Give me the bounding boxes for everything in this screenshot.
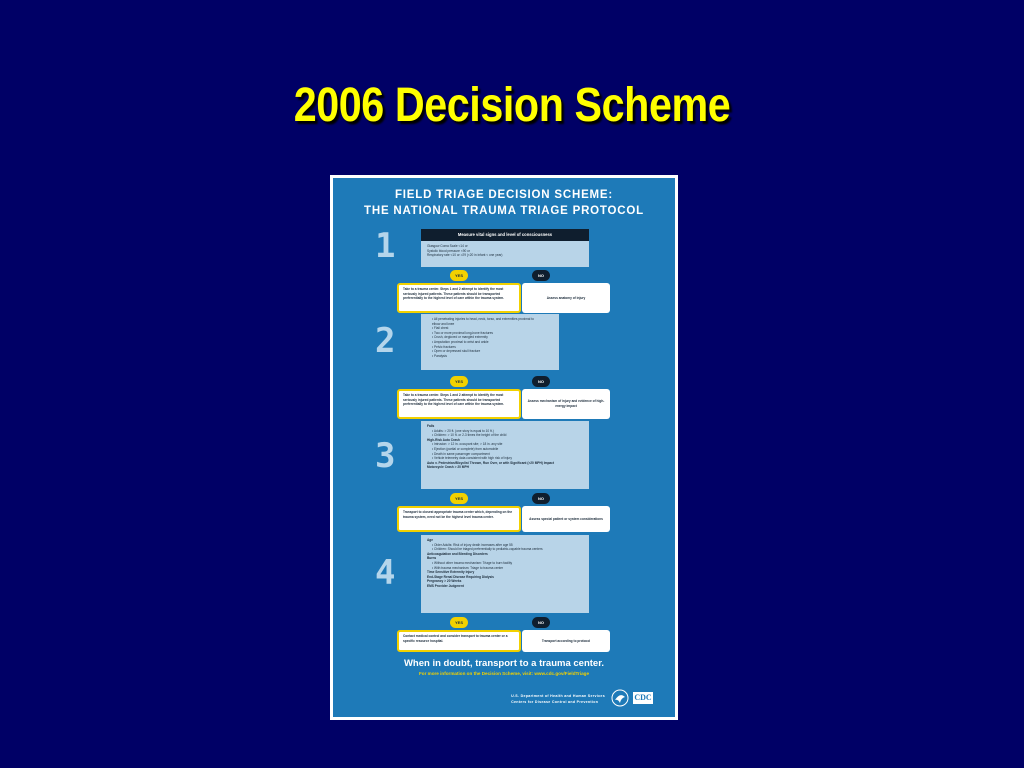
criteria-line: • Vehicle telemetry data consistent with high risk of injury [432, 456, 512, 461]
step-3-no-action: Assess special patient or system considerations [522, 506, 610, 532]
step-2-yes-bubble: YES [450, 376, 468, 387]
criteria-line: EMS Provider Judgment [427, 583, 464, 588]
step-1-criteria [421, 241, 589, 267]
decision-scheme-poster [330, 175, 678, 720]
poster-body [333, 178, 675, 717]
step-4-no-action: Transport according to protocol [522, 630, 610, 652]
step-3-criteria [421, 421, 589, 489]
criteria-line: High-Risk Auto Crash [427, 437, 460, 442]
criteria-line: • Intrusion: > 12 in. occupant site; > 18 in. any site [432, 442, 503, 447]
step-2-criteria [421, 314, 559, 370]
step-4-no-bubble: NO [532, 617, 550, 628]
criteria-line: • Amputation proximal to wrist and ankle [432, 339, 489, 344]
step-2-no-bubble: NO [532, 376, 550, 387]
criteria-line: • With trauma mechanism: Triage to trauma center [432, 565, 504, 570]
criteria-line: • Flail chest [432, 326, 449, 331]
criteria-line: • Paralysis [432, 353, 447, 358]
criteria-line: Anticoagulation and Bleeding Disorders [427, 551, 488, 556]
poster-title-line2: THE NATIONAL TRAUMA TRIAGE PROTOCOL [364, 205, 644, 217]
step-3-yes-bubble: YES [450, 493, 468, 504]
step-4-yes-action: Contact medical control and consider transport to trauma center or a specific resource hospital. [397, 630, 521, 652]
criteria-line: Systolic blood pressure <90 or [427, 248, 470, 253]
criteria-line: Burns [427, 556, 437, 561]
step-2-number: 2 [375, 321, 396, 361]
criteria-line: • Ejection (partial or complete) from automobile [432, 446, 499, 451]
poster-footer-info: For more information on the Decision Scheme, visit: www.cdc.gov/FieldTriage [418, 671, 590, 676]
step-4-yes-bubble: YES [450, 617, 468, 628]
criteria-line: • Pelvic fractures [432, 344, 456, 349]
agency-line2: Centers for Disease Control and Prevention [511, 700, 599, 704]
criteria-line: • Older Adults: Risk of injury death increases after age 55 [432, 542, 513, 547]
step-1-number: 1 [375, 226, 396, 266]
poster-title-line1: FIELD TRIAGE DECISION SCHEME: [394, 189, 614, 201]
criteria-line: Falls [427, 424, 435, 428]
vital-signs-header: Measure vital signs and level of consciousness [421, 229, 589, 241]
criteria-line: End-Stage Renal Disease Requiring Dialysis [427, 574, 494, 579]
step-3-number: 3 [375, 436, 396, 476]
criteria-line: • All penetrating injuries to head, neck, torso, and extremities proximal to [432, 317, 534, 321]
step-3-no-bubble: NO [532, 493, 550, 504]
criteria-line: • Adults: > 20 ft. (one story is equal to 10 ft.) [432, 428, 494, 433]
cdc-logo: CDC [634, 693, 652, 702]
criteria-line: Age [427, 538, 434, 542]
criteria-line: • Open or depressed skull fracture [432, 349, 481, 354]
criteria-line: • Without other trauma mechanism: Triage to burn facility [432, 560, 513, 565]
criteria-line: • Two or more proximal long-bone fractures [432, 330, 493, 335]
hhs-eagle-logo-icon [611, 689, 629, 707]
poster-footer-main: When in doubt, transport to a trauma center. [403, 658, 605, 669]
criteria-line: • Crush, degloved or mangled extremity [432, 335, 488, 340]
step-1-yes-bubble: YES [450, 270, 468, 281]
agency-line1: U.S. Department of Health and Human Services [511, 694, 605, 698]
criteria-line: • Death in same passenger compartment [432, 451, 490, 456]
criteria-line: Auto v. Pedestrian/Bicyclist Thrown, Run Over, or with Significant (>20 MPH) Impact [427, 460, 555, 465]
step-3-yes-action: Transport to closest appropriate trauma center which, depending on the trauma system, need not be the highest level trauma center. [397, 506, 521, 532]
criteria-line: Pregnancy > 20 Weeks [427, 579, 462, 584]
criteria-line: Respiratory rate <10 or >29 (<20 in infant < one year) [427, 253, 503, 258]
step-2-yes-action: Take to a trauma center. Steps 1 and 2 attempt to identify the most seriously injured patients. These patients should be transported preferentially to the highest level of care within the trauma system. [397, 389, 521, 419]
criteria-line: • Children: > 10 ft. or 2-3 times the height of the child [432, 433, 507, 438]
criteria-line: Motorcycle Crash > 20 MPH [427, 465, 469, 470]
step-1-yes-action: Take to a trauma center. Steps 1 and 2 attempt to identify the most seriously injured patients. These patients should be transported preferentially to the highest level of care within the trauma system. [397, 283, 521, 313]
criteria-line: elbow and knee [432, 321, 455, 326]
step-1-no-bubble: NO [532, 270, 550, 281]
slide-title: 2006 Decision Scheme [293, 79, 731, 132]
agency-name [511, 693, 605, 705]
criteria-line: • Children: Should be triaged preferentially to pediatric-capable trauma centers [432, 547, 543, 552]
step-1-no-action: Assess anatomy of injury [522, 283, 610, 313]
step-4-criteria [421, 535, 589, 613]
criteria-line: Glasgow Coma Scale <14 or [427, 244, 468, 248]
step-4-number: 4 [375, 553, 396, 593]
step-2-no-action: Assess mechanism of injury and evidence of high-energy impact [522, 389, 610, 419]
criteria-line: Time Sensitive Extremity Injury [427, 570, 475, 575]
